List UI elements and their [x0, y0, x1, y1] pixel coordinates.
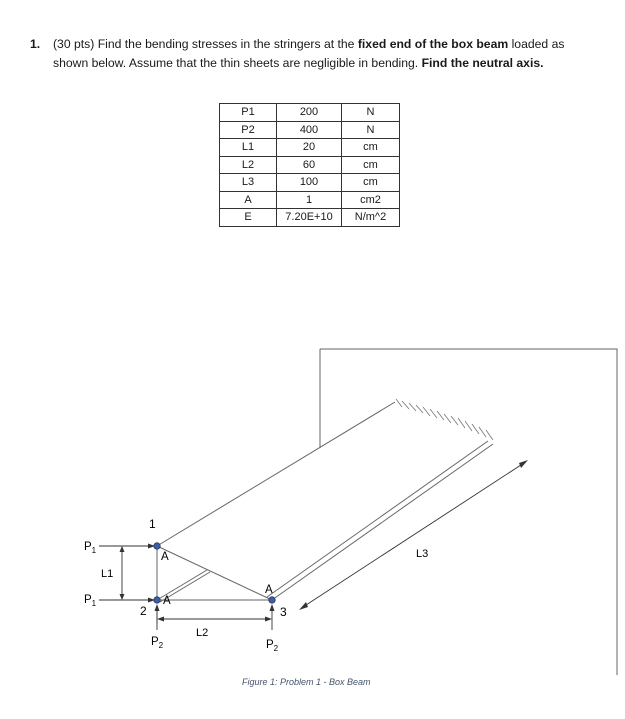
param-name: L3	[220, 174, 277, 192]
param-name: A	[220, 191, 277, 209]
param-unit: cm	[342, 174, 400, 192]
area-2-label: A	[163, 595, 171, 607]
area-1-label: A	[161, 551, 169, 563]
l2-dimension	[157, 608, 272, 624]
param-value: 400	[277, 121, 342, 139]
p1-bottom-arrow	[99, 598, 155, 603]
p1-bottom-label: $P_1$	[84, 594, 97, 608]
stringer-1-label: 1	[149, 517, 156, 531]
p1-top-arrow	[99, 544, 155, 549]
param-value: 200	[277, 104, 342, 122]
param-name: P2	[220, 121, 277, 139]
area-3-label: A	[265, 584, 273, 596]
problem-mid-text: loaded as shown below. Assume that the thin sheets are negligible in bending.	[53, 37, 565, 70]
l3-dimension	[299, 460, 528, 610]
stringer-2-label: 2	[140, 604, 147, 618]
param-value: 1	[277, 191, 342, 209]
param-name: L2	[220, 156, 277, 174]
figure-caption: Figure 1: Problem 1 - Box Beam	[242, 677, 371, 687]
param-name: E	[220, 209, 277, 227]
l2-label: L2	[196, 627, 209, 639]
param-name: P1	[220, 104, 277, 122]
problem-number: 1.	[30, 37, 41, 51]
param-value: 100	[277, 174, 342, 192]
beam-outline	[157, 402, 493, 602]
param-value: 20	[277, 139, 342, 157]
wall-hatching	[396, 399, 493, 440]
p1-top-label: $P_1$	[84, 541, 97, 555]
param-unit: N	[342, 104, 400, 122]
param-value: 60	[277, 156, 342, 174]
p2-left-label: $P_2$	[151, 636, 164, 650]
param-name: L1	[220, 139, 277, 157]
l1-dimension	[110, 546, 150, 600]
problem-bold-fixed-end: fixed end of the box beam	[357, 37, 509, 51]
problem-bold-neutral-axis: Find the neutral axis.	[421, 56, 544, 70]
param-unit: cm2	[342, 191, 400, 209]
param-unit: cm	[342, 156, 400, 174]
fixed-wall	[320, 349, 617, 675]
stringer-3-label: 3	[280, 605, 287, 619]
l3-label: L3	[416, 548, 429, 560]
problem-points-text: (30 pts) Find the bending stresses in the stringers at the	[53, 37, 355, 51]
param-value: 7.20E+10	[277, 209, 342, 227]
stringer-3-node	[269, 597, 276, 604]
param-unit: N/m^2	[342, 209, 400, 227]
param-unit: N	[342, 121, 400, 139]
param-unit: cm	[342, 139, 400, 157]
p2-right-label: $P_2$	[266, 639, 279, 653]
p2-right-arrow	[270, 604, 275, 630]
l1-label: L1	[101, 568, 114, 580]
